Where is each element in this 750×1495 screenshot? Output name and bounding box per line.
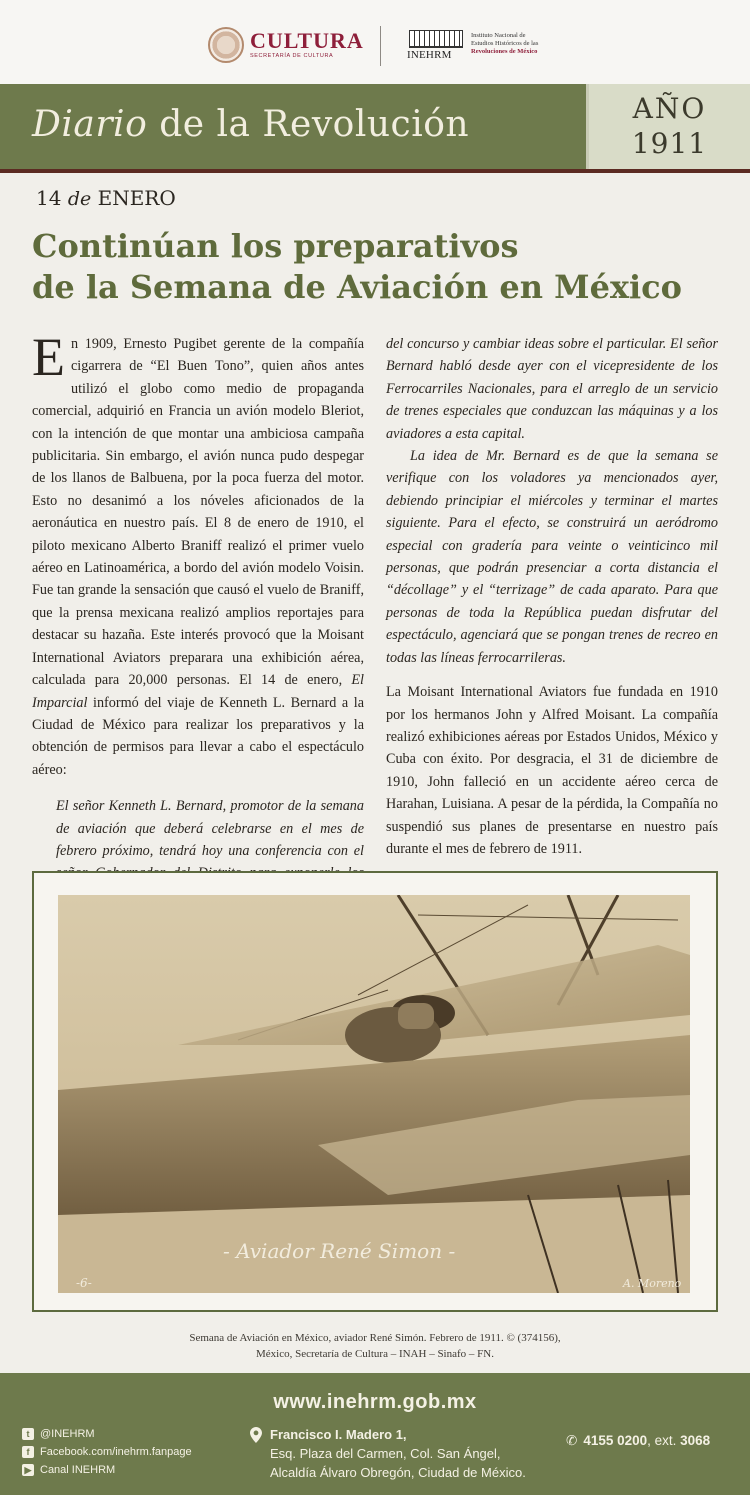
building-icon (409, 30, 463, 48)
article-paragraph: La Moisant International Aviators fue fundada en 1910 por los hermanos John y Alfred Moisant. La compañía realizó exhibiciones aéreas por Estados Unidos, México y Cuba con éxito. Por desgracia, el 31 de diciembre de 1910, John falleció en un accidente aéreo cerca de Harahan, Luisiana. A pesar de la pérdida, la Compañía no suspendió sus planes de presentarse en nuestro país durante el mes de febrero de 1911. (386, 684, 718, 857)
institute-line: Instituto Nacional de (471, 32, 526, 39)
phone-icon: ✆ (566, 1433, 578, 1448)
caption-line: Semana de Aviación en México, aviador René Simón. Febrero de 1911. © (374156), (189, 1332, 561, 1344)
twitter-link[interactable] (22, 1425, 192, 1443)
header-logos (0, 0, 750, 84)
title-italic: Diario (32, 104, 148, 145)
paragraph-text: informó del viaje de Kenneth L. Bernard a la Ciudad de México para realizar los preparativos y la obtención de permisos para llevar a cabo el espectáculo aéreo: (32, 694, 364, 778)
institute-line: Revoluciones de México (471, 48, 538, 55)
caption-line: México, Secretaría de Cultura – INAH – Sinafo – FN. (256, 1348, 494, 1360)
year-number: 1911 (631, 127, 708, 160)
footer (0, 1373, 750, 1495)
photo-caption (0, 1330, 750, 1362)
social-links (22, 1425, 192, 1479)
date-month: ENERO (97, 186, 176, 210)
address (250, 1425, 526, 1482)
headline (32, 226, 732, 308)
quote-text: El señor Kenneth L. Bernard, promotor de la semana de aviación que deberá celebrarse en el mes de febrero próximo, tendrá hoy una conferencia con el (56, 798, 364, 859)
twitter-handle: @INEHRM (40, 1428, 95, 1440)
logo-divider (380, 26, 381, 66)
article-column-left (32, 327, 364, 907)
website-link[interactable]: www.inehrm.gob.mx (273, 1391, 477, 1413)
drop-cap: E (32, 327, 65, 387)
headline-line: Continúan los preparativos (32, 227, 519, 265)
quote-text: La idea de Mr. Bernard es de que la semana se verifique con los voladores ya mencionados ayer, debiendo principiar el miércoles y terminar el martes siguiente. Para el efecto, se construirá un aeródromo especial con gradería para veinte o veinticinco mil personas, que podrán presenciar a corta distancia el “décollage” y el “terrizage” de cada aparato. Para que personas de toda la República puedan disfrutar del espectáculo, agenciará que se pongan trenes de recreo en todas las líneas ferrocarrileras. (386, 448, 718, 666)
date-day: 14 (36, 186, 62, 210)
year-label: AÑO (632, 92, 707, 125)
photo-inscription: - Aviador René Simon - (223, 1239, 456, 1263)
photographer-signature: A. Moreno (623, 1277, 682, 1290)
youtube-icon: ▶ (22, 1464, 34, 1476)
facebook-icon: f (22, 1446, 34, 1458)
address-street: Francisco I. Madero 1, (270, 1427, 407, 1442)
youtube-link[interactable] (22, 1461, 192, 1479)
cultura-subtitle: SECRETARÍA DE CULTURA (250, 53, 334, 59)
quote-continuation: del concurso y cambiar ideas sobre el particular. El señor Bernard habló desde ayer con el vicepresidente de los Ferrocarriles Nacionales, para el arreglo de un servicio de trenes especiales que conduzcan las máquinas y a los aviadores a esta capital. (386, 336, 718, 442)
headline-line: de la Semana de Aviación en México (32, 268, 682, 306)
youtube-channel: Canal INEHRM (40, 1464, 116, 1476)
ext-label: , ext. (647, 1433, 681, 1448)
phone-ext: 3068 (680, 1433, 711, 1448)
inehrm-logo[interactable]: INEHRM (407, 49, 452, 61)
photo-frame (32, 871, 718, 1312)
article-paragraph (32, 327, 364, 781)
title-rest: de la Revolución (147, 104, 470, 145)
mexico-seal-icon (208, 27, 244, 63)
twitter-icon: t (22, 1428, 34, 1440)
institute-line: Estudios Históricos de las (471, 40, 539, 47)
title-band (0, 84, 750, 173)
photo-number: -6- (76, 1276, 92, 1290)
page-title (32, 104, 469, 145)
address-line: Alcaldía Álvaro Obregón, Ciudad de México. (270, 1465, 526, 1480)
article-column-right (386, 333, 718, 860)
article-date (36, 186, 176, 210)
facebook-link[interactable] (22, 1443, 192, 1461)
institute-name (471, 32, 551, 56)
paragraph-text: n 1909, Ernesto Pugibet gerente de la compañía cigarrera de “El Buen Tono”, quien años antes utilizó el globo como medio de propaganda comercial, adquirió en Francia un avión modelo Bleriot, con la intención de que montar una ambiciosa campaña publicitaria. Sin embargo, el avión nunca pudo despegar de los llanos de Balbuena, por la poca fuerza del motor. Esto no desanimó a los nóveles aficionados de la aeronáutica en nuestro país. El 8 de enero de 1910, el piloto mexicano Alberto Braniff realizó el primer vuelo aéreo en Latinoamérica, a bordo del avión modelo Voisin. Fue tan grande la sensación que causó el vuelo de Braniff, que la prensa mexicana realizó amplios reportajes para destacar su hazaña. Este interés provocó que la Moisant International Aviators preparara una exhibición aérea, calculada para 20,000 personas. El 14 de enero, (32, 336, 364, 689)
date-de: de (67, 188, 92, 210)
year-box (586, 84, 750, 169)
location-pin-icon (250, 1427, 262, 1443)
facebook-url: Facebook.com/inehrm.fanpage (40, 1446, 192, 1458)
cultura-logo[interactable]: CULTURA (250, 28, 364, 53)
phone-main: 4155 0200 (583, 1433, 648, 1448)
address-line: Esq. Plaza del Carmen, Col. San Ángel, (270, 1446, 501, 1461)
newspaper-name: El Imparcial (32, 672, 364, 711)
historic-aviator-photo (58, 895, 690, 1293)
phone-number[interactable] (566, 1433, 710, 1449)
